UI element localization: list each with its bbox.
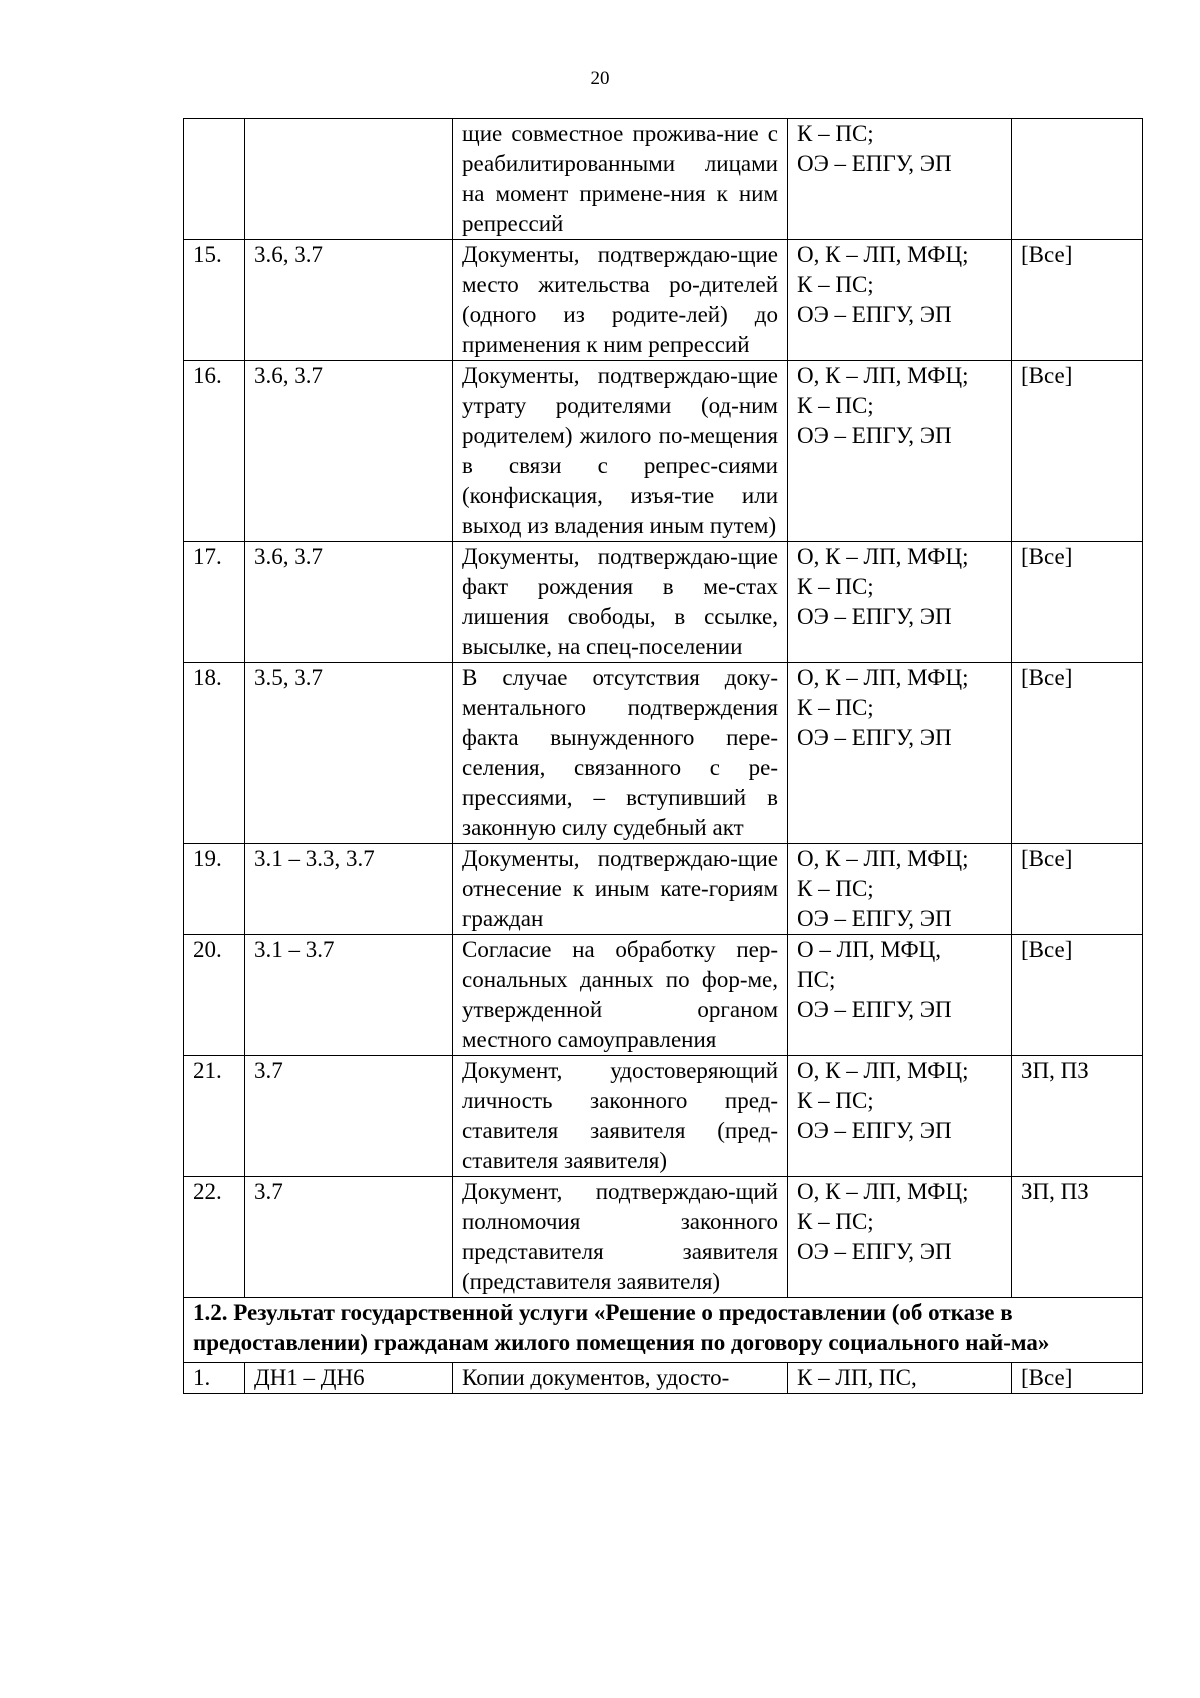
cell-reference: 3.1 – 3.7 <box>245 935 453 1056</box>
submission-form-line: О – ЛП, МФЦ, <box>797 937 941 962</box>
table-row <box>184 1177 1143 1298</box>
submission-form-line: О, К – ЛП, МФЦ; <box>797 242 969 267</box>
cell-document-description: Согласие на обработку пер-сональных данных по фор-ме, утвержденной органом местного самоуправления <box>453 935 788 1056</box>
submission-form-line: О, К – ЛП, МФЦ; <box>797 1058 969 1083</box>
section-heading: 1.2. Результат государственной услуги «Решение о предоставлении (об отказе в предоставлении) гражданам жилого помещения по договору социального най-ма» <box>184 1298 1143 1363</box>
cell-applicability: [Все] <box>1012 935 1143 1056</box>
documents-table-body <box>184 119 1143 1394</box>
submission-form-line: К – ЛП, ПС, <box>797 1365 917 1390</box>
cell-document-description: Документ, подтверждаю-щий полномочия законного представителя заявителя (представителя заявителя) <box>453 1177 788 1298</box>
cell-row-number: 20. <box>184 935 245 1056</box>
table-row <box>184 844 1143 935</box>
cell-applicability: [Все] <box>1012 844 1143 935</box>
documents-table <box>183 118 1143 1394</box>
table-row <box>184 935 1143 1056</box>
cell-applicability: ЗП, ПЗ <box>1012 1177 1143 1298</box>
cell-submission-form <box>788 1177 1012 1298</box>
submission-form-line: ОЭ – ЕПГУ, ЭП <box>797 725 952 750</box>
submission-form-line: О, К – ЛП, МФЦ; <box>797 846 969 871</box>
submission-form-line: К – ПС; <box>797 121 874 146</box>
cell-row-number: 22. <box>184 1177 245 1298</box>
submission-form-line: ОЭ – ЕПГУ, ЭП <box>797 423 952 448</box>
submission-form-line: ОЭ – ЕПГУ, ЭП <box>797 1118 952 1143</box>
table-row <box>184 542 1143 663</box>
table-row <box>184 1056 1143 1177</box>
cell-applicability: ЗП, ПЗ <box>1012 1056 1143 1177</box>
submission-form-line: ОЭ – ЕПГУ, ЭП <box>797 151 952 176</box>
cell-reference: 3.7 <box>245 1056 453 1177</box>
cell-applicability: [Все] <box>1012 240 1143 361</box>
submission-form-line: ОЭ – ЕПГУ, ЭП <box>797 604 952 629</box>
submission-form-line: К – ПС; <box>797 272 874 297</box>
cell-applicability: [Все] <box>1012 663 1143 844</box>
cell-row-number: 17. <box>184 542 245 663</box>
cell-document-description: Документ, удостоверяющий личность законного пред-ставителя заявителя (пред-ставителя заявителя) <box>453 1056 788 1177</box>
cell-reference: ДН1 – ДН6 <box>245 1363 453 1394</box>
cell-reference: 3.6, 3.7 <box>245 240 453 361</box>
table-row <box>184 361 1143 542</box>
cell-document-description: Документы, подтверждаю-щие место жительства ро-дителей (одного из родите-лей) до применения к ним репрессий <box>453 240 788 361</box>
cell-row-number: 19. <box>184 844 245 935</box>
cell-reference: 3.6, 3.7 <box>245 361 453 542</box>
cell-reference: 3.6, 3.7 <box>245 542 453 663</box>
submission-form-line: ПС; <box>797 967 836 992</box>
submission-form-line: К – ПС; <box>797 1209 874 1234</box>
cell-document-description: щие совместное прожива-ние с реабилитированными лицами на момент примене-ния к ним репрессий <box>453 119 788 240</box>
cell-reference: 3.5, 3.7 <box>245 663 453 844</box>
cell-reference: 3.1 – 3.3, 3.7 <box>245 844 453 935</box>
submission-form-line: О, К – ЛП, МФЦ; <box>797 544 969 569</box>
cell-document-description: Копии документов, удосто- <box>453 1363 788 1394</box>
submission-form-line: К – ПС; <box>797 695 874 720</box>
submission-form-line: ОЭ – ЕПГУ, ЭП <box>797 1239 952 1264</box>
cell-row-number: 16. <box>184 361 245 542</box>
submission-form-line: О, К – ЛП, МФЦ; <box>797 1179 969 1204</box>
cell-submission-form <box>788 663 1012 844</box>
submission-form-line: К – ПС; <box>797 574 874 599</box>
submission-form-line: ОЭ – ЕПГУ, ЭП <box>797 997 952 1022</box>
cell-submission-form <box>788 844 1012 935</box>
submission-form-line: К – ПС; <box>797 876 874 901</box>
submission-form-line: ОЭ – ЕПГУ, ЭП <box>797 302 952 327</box>
cell-submission-form <box>788 542 1012 663</box>
submission-form-line: ОЭ – ЕПГУ, ЭП <box>797 906 952 931</box>
cell-applicability: [Все] <box>1012 361 1143 542</box>
cell-reference <box>245 119 453 240</box>
cell-document-description: Документы, подтверждаю-щие факт рождения в ме-стах лишения свободы, в ссылке, высылке, на спец-поселении <box>453 542 788 663</box>
cell-applicability: [Все] <box>1012 542 1143 663</box>
table-row-last <box>184 1363 1143 1394</box>
cell-row-number: 21. <box>184 1056 245 1177</box>
cell-document-description: Документы, подтверждаю-щие утрату родителями (од-ним родителем) жилого по-мещения в связи с репрес-сиями (конфискация, изъя-тие или выход из владения иным путем) <box>453 361 788 542</box>
submission-form-line: О, К – ЛП, МФЦ; <box>797 363 969 388</box>
cell-submission-form <box>788 1363 1012 1394</box>
cell-document-description: В случае отсутствия доку-ментального подтверждения факта вынужденного пере-селения, связанного с ре-прессиями, – вступивший в законную силу судебный акт <box>453 663 788 844</box>
cell-applicability: [Все] <box>1012 1363 1143 1394</box>
cell-submission-form <box>788 361 1012 542</box>
cell-row-number: 18. <box>184 663 245 844</box>
cell-row-number: 15. <box>184 240 245 361</box>
cell-applicability <box>1012 119 1143 240</box>
cell-submission-form <box>788 240 1012 361</box>
cell-row-number <box>184 119 245 240</box>
table-row <box>184 663 1143 844</box>
cell-submission-form <box>788 1056 1012 1177</box>
submission-form-line: К – ПС; <box>797 393 874 418</box>
submission-form-line: О, К – ЛП, МФЦ; <box>797 665 969 690</box>
cell-document-description: Документы, подтверждаю-щие отнесение к иным кате-гориям граждан <box>453 844 788 935</box>
cell-reference: 3.7 <box>245 1177 453 1298</box>
submission-form-line: К – ПС; <box>797 1088 874 1113</box>
table-row <box>184 240 1143 361</box>
cell-submission-form <box>788 935 1012 1056</box>
page-number: 20 <box>590 68 610 89</box>
cell-submission-form <box>788 119 1012 240</box>
section-heading-row <box>184 1298 1143 1363</box>
table-row <box>184 119 1143 240</box>
cell-row-number: 1. <box>184 1363 245 1394</box>
